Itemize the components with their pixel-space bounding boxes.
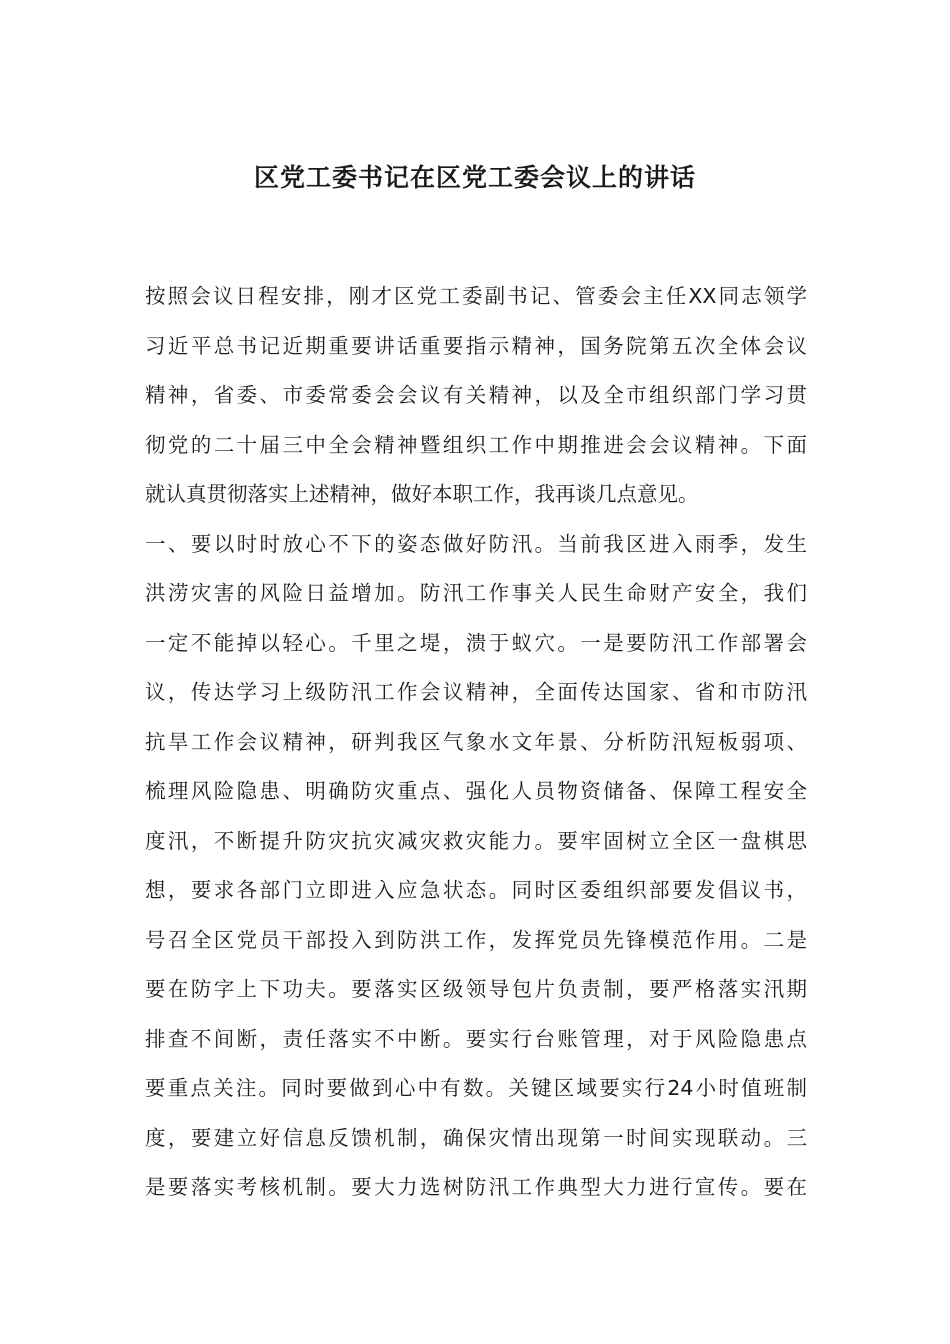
- text-line: 议，传达学习上级防汛工作会议精神，全面传达国家、省和市防汛: [145, 680, 807, 704]
- text-line: 按照会议日程安排，刚才区党工委副书记、管委会主任XX同志领学: [145, 284, 807, 308]
- text-line: 彻党的二十届三中全会精神暨组织工作中期推进会会议精神。下面: [145, 432, 807, 457]
- text-line: 想，要求各部门立即进入应急状态。同时区委组织部要发倡议书，: [145, 878, 807, 902]
- text-line: 一定不能掉以轻心。千里之堤，溃于蚁穴。一是要防汛工作部署会: [145, 630, 807, 655]
- text-line: 度汛，不断提升防灾抗灾减灾救灾能力。要牢固树立全区一盘棋思: [145, 828, 807, 853]
- text-line: 度，要建立好信息反馈机制，确保灾情出现第一时间实现联动。三: [145, 1125, 807, 1150]
- text-line: 一、要以时时放心不下的姿态做好防汛。当前我区进入雨季，发生: [145, 531, 807, 556]
- text-line: 习近平总书记近期重要讲话重要指示精神，国务院第五次全体会议: [145, 333, 807, 358]
- text-line: 要重点关注。同时要做到心中有数。关键区域要实行24小时值班制: [145, 1076, 807, 1100]
- text-line: 是要落实考核机制。要大力选树防汛工作典型大力进行宣传。要在: [145, 1175, 807, 1199]
- text-line: 精神，省委、市委常委会会议有关精神，以及全市组织部门学习贯: [145, 383, 807, 407]
- text-line: 抗旱工作会议精神，研判我区气象水文年景、分析防汛短板弱项、: [145, 729, 807, 754]
- document-body: [145, 272, 807, 1213]
- text-line: 就认真贯彻落实上述精神，做好本职工作，我再谈几点意见。: [145, 482, 699, 506]
- text-line: 梳理风险隐患、明确防灾重点、强化人员物资储备、保障工程安全: [145, 779, 807, 803]
- text-line: 要在防字上下功夫。要落实区级领导包片负责制，要严格落实汛期: [145, 977, 807, 1001]
- text-line: 号召全区党员干部投入到防洪工作，发挥党员先锋模范作用。二是: [145, 927, 807, 952]
- text-line: 洪涝灾害的风险日益增加。防汛工作事关人民生命财产安全，我们: [145, 581, 807, 605]
- text-line: 排查不间断，责任落实不中断。要实行台账管理，对于风险隐患点: [145, 1026, 807, 1051]
- page-title: 区党工委书记在区党工委会议上的讲话: [253, 163, 696, 192]
